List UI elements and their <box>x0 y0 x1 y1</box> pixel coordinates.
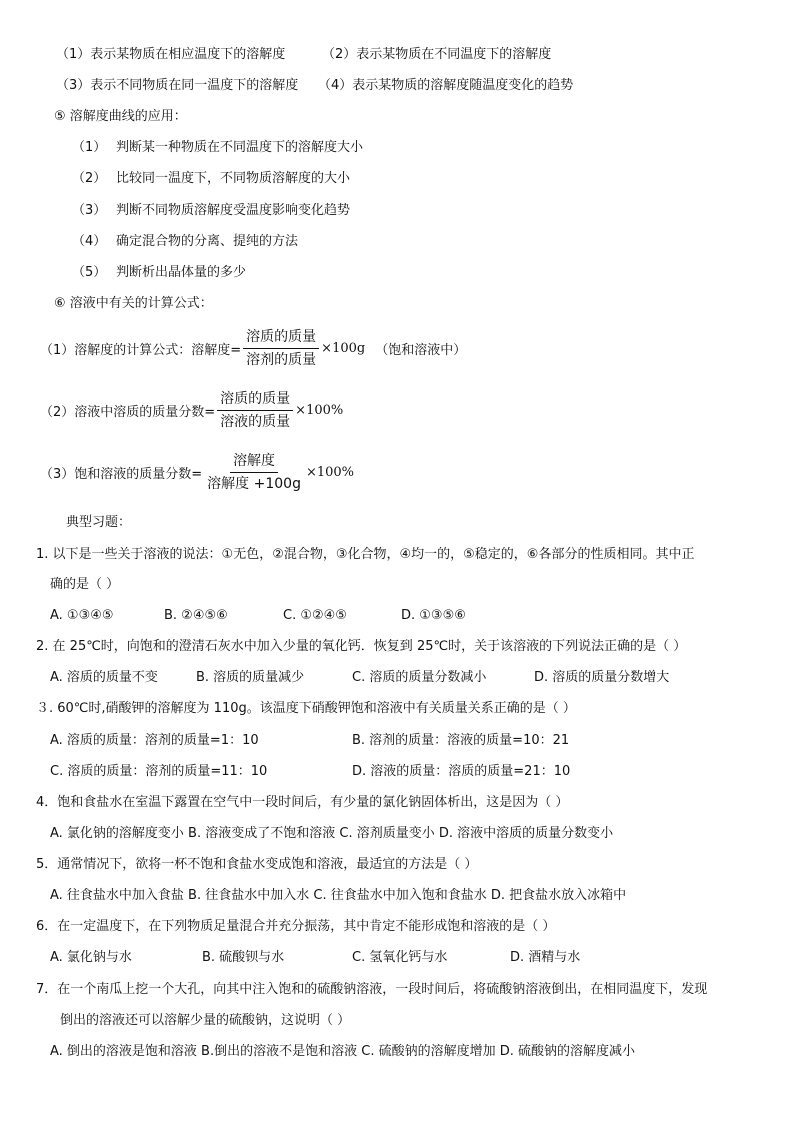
application-text-2: 比较同一温度下，不同物质溶解度的大小 <box>116 171 351 186</box>
formula-2-suffix: ×100% <box>295 403 344 418</box>
curve-meaning-4: （4）表示某物质的溶解度随温度变化的趋势 <box>318 78 574 93</box>
q3-option-b: B. 溶剂的质量：溶液的质量=10：21 <box>352 733 570 748</box>
q6-option-d: D. 酒精与水 <box>510 950 581 965</box>
formula-2-fraction <box>217 390 293 431</box>
application-num-3: （3） <box>72 203 107 218</box>
q2-option-c: C. 溶质的质量分数减小 <box>352 670 487 685</box>
application-num-2: （2） <box>72 171 107 186</box>
formula-solubility <box>40 328 466 369</box>
q3-option-a: A. 溶质的质量：溶剂的质量=1：10 <box>50 733 259 748</box>
formula-1-fraction <box>243 328 319 369</box>
formula-3-fraction <box>204 452 304 493</box>
q2-option-b: B. 溶质的质量减少 <box>196 670 305 685</box>
application-text-3: 判断不同物质溶解度受温度影响变化趋势 <box>116 203 351 218</box>
q3-option-d: D. 溶液的质量：溶质的质量=21：10 <box>352 764 571 779</box>
application-text-5: 判断析出晶体量的多少 <box>116 265 247 280</box>
q1-option-a: A. ①③④⑤ <box>50 608 114 623</box>
q2-stem: 2. 在 25℃时，向饱和的澄清石灰水中加入少量的氧化钙．恢复到 25℃时，关于该溶液的下列说法正确的是（ ） <box>36 639 687 654</box>
formula-2-prefix: （2）溶液中溶质的质量分数= <box>40 405 216 420</box>
application-text-1: 判断某一种物质在不同温度下的溶解度大小 <box>116 140 364 155</box>
application-num-5: （5） <box>72 265 107 280</box>
q7-stem: 7．在一个南瓜上挖一个大孔，向其中注入饱和的硫酸钠溶液，一段时间后，将硫酸钠溶液倒出，在相同温度下，发现 <box>36 982 708 997</box>
q1-stem-continued: 确的是（ ） <box>50 577 120 592</box>
formula-2-denominator: 溶液的质量 <box>220 414 291 430</box>
q6-stem: 6．在一定温度下，在下列物质足量混合并充分振荡，其中肯定不能形成饱和溶液的是（ ） <box>36 919 556 934</box>
formula-3-numerator: 溶解度 <box>230 452 278 473</box>
q5-options: A. 往食盐水中加入食盐 B. 往食盐水中加入水 C. 往食盐水中加入饱和食盐水 D. 把食盐水放入冰箱中 <box>50 888 627 903</box>
q3-stem: ３. 60℃时,硝酸钾的溶解度为 110g。该温度下硝酸钾饱和溶液中有关质量关系正确的是（ ） <box>36 701 576 716</box>
formula-1-prefix: （1）溶解度的计算公式：溶解度= <box>40 343 242 358</box>
formula-1-numerator: 溶质的质量 <box>243 328 319 349</box>
formula-saturated-fraction <box>40 452 354 493</box>
q1-option-b: B. ②④⑤⑥ <box>164 608 228 623</box>
curve-meaning-3: （3）表示不同物质在同一温度下的溶解度 <box>56 78 299 93</box>
q3-option-c: C. 溶质的质量：溶剂的质量=11：10 <box>50 764 268 779</box>
q4-options: A. 氯化钠的溶解度变小 B. 溶液变成了不饱和溶液 C. 溶剂质量变小 D. 溶液中溶质的质量分数变小 <box>50 826 614 841</box>
curve-meaning-2: （2）表示某物质在不同温度下的溶解度 <box>322 47 552 62</box>
exercises-heading: 典型习题： <box>66 515 132 530</box>
formula-3-suffix: ×100% <box>305 465 355 480</box>
q1-option-c: C. ①②④⑤ <box>283 608 347 623</box>
q7-options: A. 倒出的溶液是饱和溶液 B.倒出的溶液不是饱和溶液 C. 硫酸钠的溶解度增加 D. 硫酸钠的溶解度减小 <box>50 1044 635 1059</box>
formula-2-numerator: 溶质的质量 <box>217 390 293 411</box>
q6-option-a: A. 氯化钠与水 <box>50 950 132 965</box>
q1-stem: 1. 以下是一些关于溶液的说法：①无色，②混合物，③化合物，④均一的，⑤稳定的，⑥各部分的性质相同。其中正 <box>36 547 695 562</box>
application-num-1: （1） <box>72 140 107 155</box>
formula-mass-fraction <box>40 390 343 431</box>
formula-1-denominator: 溶剂的质量 <box>246 352 317 368</box>
q4-stem: 4．饱和食盐水在室温下露置在空气中一段时间后，有少量的氯化钠固体析出，这是因为（ ） <box>36 795 569 810</box>
q5-stem: 5．通常情况下，欲将一杯不饱和食盐水变成饱和溶液，最适宜的方法是（ ） <box>36 857 478 872</box>
q6-option-c: C. 氢氧化钙与水 <box>352 950 448 965</box>
q2-option-d: D. 溶质的质量分数增大 <box>534 670 670 685</box>
formula-1-note: （饱和溶液中） <box>375 343 467 358</box>
formula-3-denominator: 溶解度 +100g <box>207 476 301 492</box>
curve-meaning-1: （1）表示某物质在相应温度下的溶解度 <box>56 47 286 62</box>
q2-option-a: A. 溶质的质量不变 <box>50 670 158 685</box>
application-text-4: 确定混合物的分离、提纯的方法 <box>116 234 299 249</box>
application-num-4: （4） <box>72 234 107 249</box>
q1-option-d: D. ①③⑤⑥ <box>401 608 466 623</box>
section-5-heading: ⑤ 溶解度曲线的应用： <box>54 109 187 124</box>
q6-option-b: B. 硫酸钡与水 <box>202 950 285 965</box>
q7-stem-continued: 倒出的溶液还可以溶解少量的硫酸钠，这说明（ ） <box>60 1013 351 1028</box>
section-6-heading: ⑥ 溶液中有关的计算公式： <box>54 296 213 311</box>
formula-1-suffix: ×100g <box>321 341 366 356</box>
formula-3-prefix: （3）饱和溶液的质量分数= <box>40 467 203 482</box>
